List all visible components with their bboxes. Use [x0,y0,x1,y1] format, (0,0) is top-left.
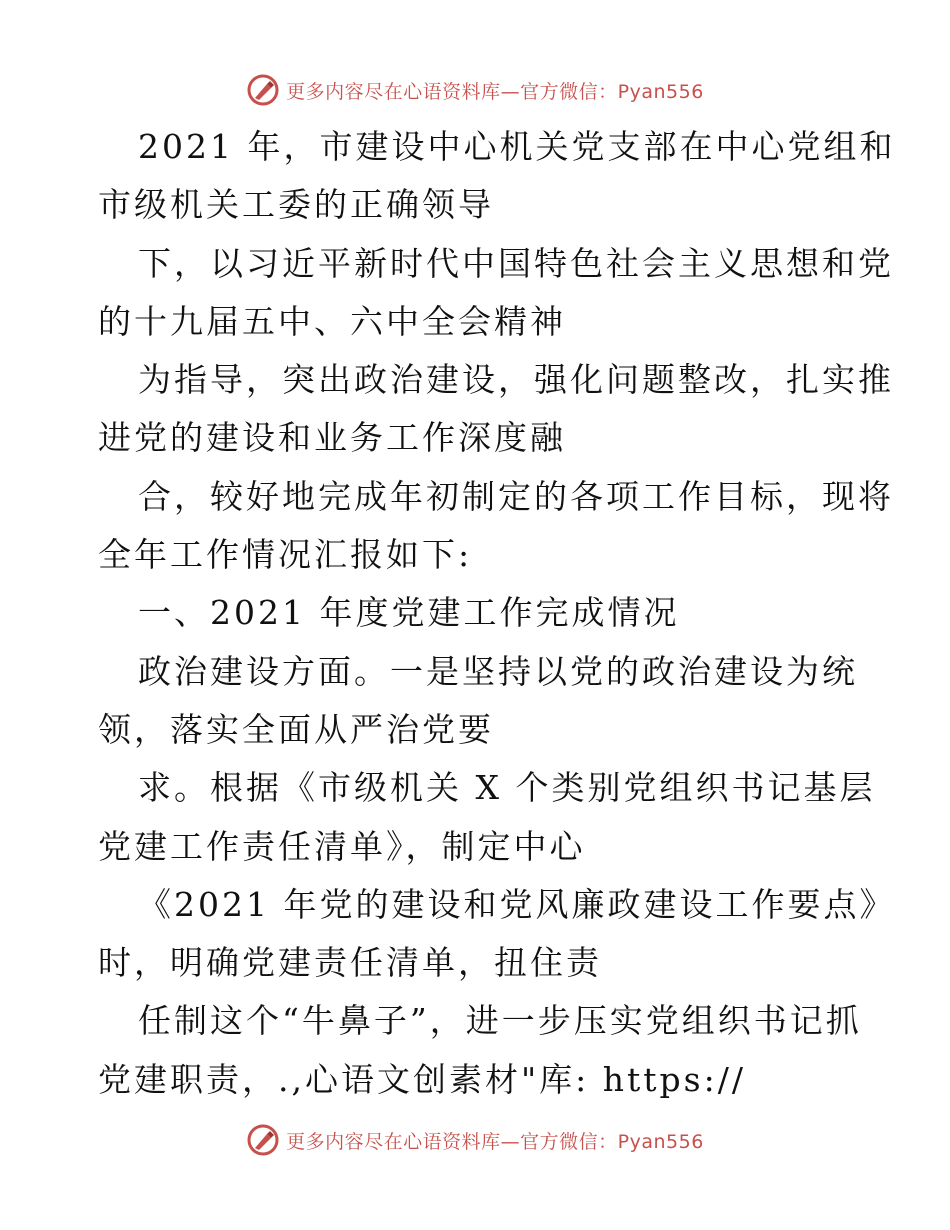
header-banner [0,70,950,110]
text-line: 进党的建设和业务工作深度融 [98,418,566,458]
header-banner-text: 更多内容尽在心语资料库—官方微信：Pyan556 [286,80,704,103]
text-line: 合，较好地完成年初制定的各项工作目标，现将 [138,476,894,516]
text-line: 市级机关工委的正确领导 [98,185,494,225]
text-line: 求。根据《市级机关 X 个类别党组织书记基层 [138,768,876,808]
footer-banner-text: 更多内容尽在心语资料库—官方微信：Pyan556 [286,1130,704,1153]
footer-banner [0,1120,950,1160]
text-line: 党建工作责任清单》，制定中心 [98,826,586,866]
text-line: 下，以习近平新时代中国特色社会主义思想和党 [138,243,894,283]
text-line: 2021 年，市建设中心机关党支部在中心党组和 [138,127,896,166]
text-line: 全年工作情况汇报如下: [98,535,473,575]
text-line: 领，落实全面从严治党要 [98,709,494,749]
text-line: 《2021 年党的建设和党风廉政建设工作要点》 [138,884,896,924]
text-line: 政治建设方面。一是坚持以党的政治建设为统 [138,651,858,691]
pen-circle-icon [246,1123,280,1157]
text-line: 党建职责，.,心语文创素材"库: https:// [98,1059,746,1099]
text-line: 为指导，突出政治建设，强化问题整改，扎实推 [138,360,894,400]
document-body [98,118,896,1109]
text-line: 时，明确党建责任清单，扭住责 [98,943,602,983]
pen-circle-icon [246,73,280,107]
text-line: 一、2021 年度党建工作完成情况 [138,593,680,633]
text-line: 的十九届五中、六中全会精神 [98,301,566,341]
text-line: 任制这个“牛鼻子”，进一步压实党组织书记抓 [138,1001,862,1041]
